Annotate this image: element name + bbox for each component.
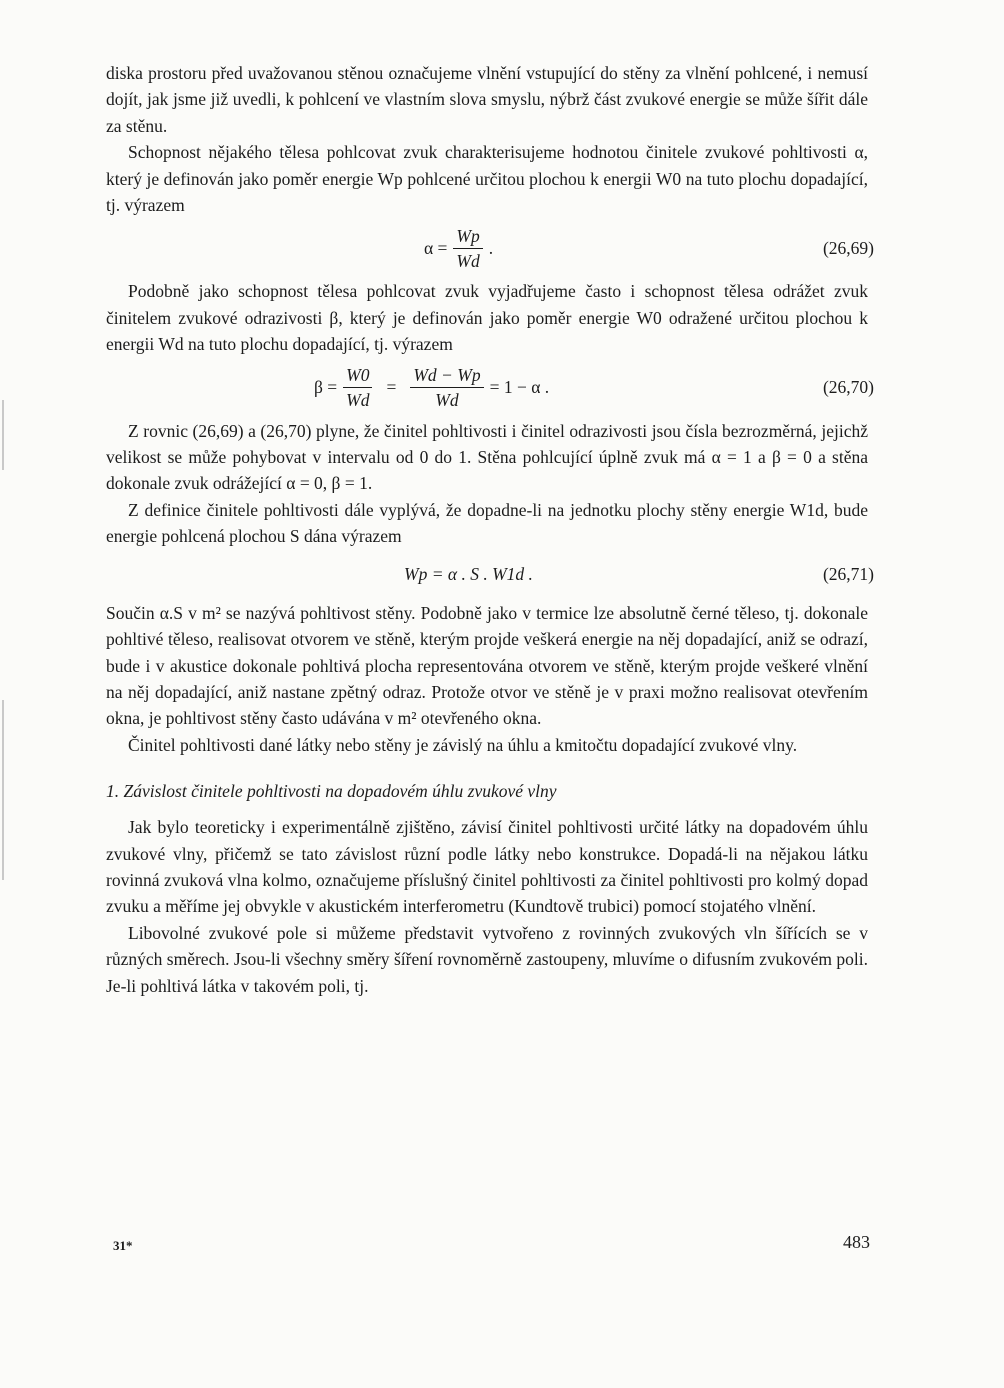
eq1-tail: . [488,237,494,258]
eq2-denominator-2: Wd [435,390,459,411]
paragraph-5: Z definice činitele pohltivosti dále vyplývá, že dopadne-li na jednotku plochy stěny energie W1d, bude energie pohlcená plochou S dána výrazem [106,499,868,547]
paragraph-6: Součin α.S v m² se nazývá pohltivost stěny. Podobně jako v termice lze absolutně černé těleso, tj. dokonale pohltivé těleso, realisovat otvorem ve stěně, kterým projde veškerá energie na něj dopadající, aniž se odrazí, bude i v akustice dokonale pohltivá plocha representována otvorem ve stěně, kterým projde veškeré vlnění na něj dopadající, aniž nastane zpětný odraz. Protože otvor ve stěně je v praxi možno realisovat otevřením okna, je pohltivost stěny často udávána v m² otevřeného okna. [106,602,868,729]
paragraph-4: Z rovnic (26,69) a (26,70) plyne, že činitel pohltivosti i činitel odrazivosti jsou čísla bezrozměrná, jejichž velikost se může pohybovat v intervalu od 0 do 1. Stěna pohlcující úplně zvuk má α = 1 a β = 0 a stěna dokonale zvuk odrážející α = 0, β = 1. [106,420,868,494]
eq1-fraction [453,226,482,271]
paragraph-1: diska prostoru před uvažovanou stěnou označujeme vlnění vstupující do stěny za vlnění pohlcené, i nemusí dojít, jak jsme již uvedli, k pohlcení ve vlastním slova smyslu, nýbrž část zvukové energie se může šířit dále za stěnu. [106,63,868,136]
eq1-numerator: Wp [453,226,482,249]
eq2-fraction-1 [343,365,372,410]
equation-number-26-69: (26,69) [822,237,874,258]
paragraph-3: Podobně jako schopnost tělesa pohlcovat zvuk vyjadřujeme často i schopnost tělesa odrážet zvuk činitelem zvukové odrazivosti β, který je definován jako poměr energie W0 odražené určitou plochou k energii Wd na tuto plochu dopadající, tj. výrazem [106,281,868,355]
scan-edge-mark [2,700,4,880]
paragraph-8: Jak bylo teoreticky i experimentálně zjištěno, závisí činitel pohltivosti určité látky na dopadovém úhlu zvukové vlny, přičemž se tato závislost různí podle látky nebo konstrukce. Dopadá-li na nějakou látku rovinná zvuková vlna kolmo, označujeme příslušný činitel pohltivosti za činitel pohltivosti pro kolmý dopad zvuku a měříme jej obvykle v akustickém interferometru (Kundtově trubici) pomocí stojatého vlnění. [106,817,868,917]
scan-edge-mark [2,400,4,470]
equation-26-70 [106,358,874,418]
eq2-lhs: β = [314,377,338,398]
eq3-formula: Wp = α . S . W1d . [404,564,533,585]
paragraph-2: Schopnost nějakého tělesa pohlcovat zvuk charakterisujeme hodnotou činitele zvukové pohltivosti α, který je definován jako poměr energie Wp pohlcené určitou plochou k energii W0 na tuto plochu dopadající, tj. výrazem [106,142,868,216]
eq1-denominator: Wd [456,250,480,271]
equation-26-71 [106,550,874,600]
eq2-numerator-2: Wd − Wp [410,365,483,388]
paragraph-7: Činitel pohltivosti dané látky nebo stěny je závislý na úhlu a kmitočtu dopadající zvukové vlny. [128,734,798,755]
equation-number-26-70: (26,70) [822,377,874,398]
equation-number-26-71: (26,71) [822,564,874,585]
sheet-signature: 31* [113,1238,133,1253]
eq1-lhs: α = [424,237,448,258]
eq2-denominator-1: Wd [346,390,370,411]
page-number: 483 [843,1232,870,1252]
paragraph-9: Libovolné zvukové pole si můžeme představit vytvořeno z rovinných zvukových vln šířících se v různých směrech. Jsou-li všechny směry šíření rovnoměrně zastoupeny, mluvíme o difusním zvukovém poli. Je-li pohltivá látka v takovém poli, tj. [106,922,868,996]
page-content [106,60,874,999]
eq2-equals: = [386,377,397,398]
eq2-rhs: = 1 − α . [489,377,550,398]
eq2-fraction-2 [410,365,483,410]
equation-26-69 [106,218,874,278]
eq2-numerator-1: W0 [343,365,372,388]
section-heading: 1. Závislost činitele pohltivosti na dopadovém úhlu zvukové vlny [106,781,557,802]
